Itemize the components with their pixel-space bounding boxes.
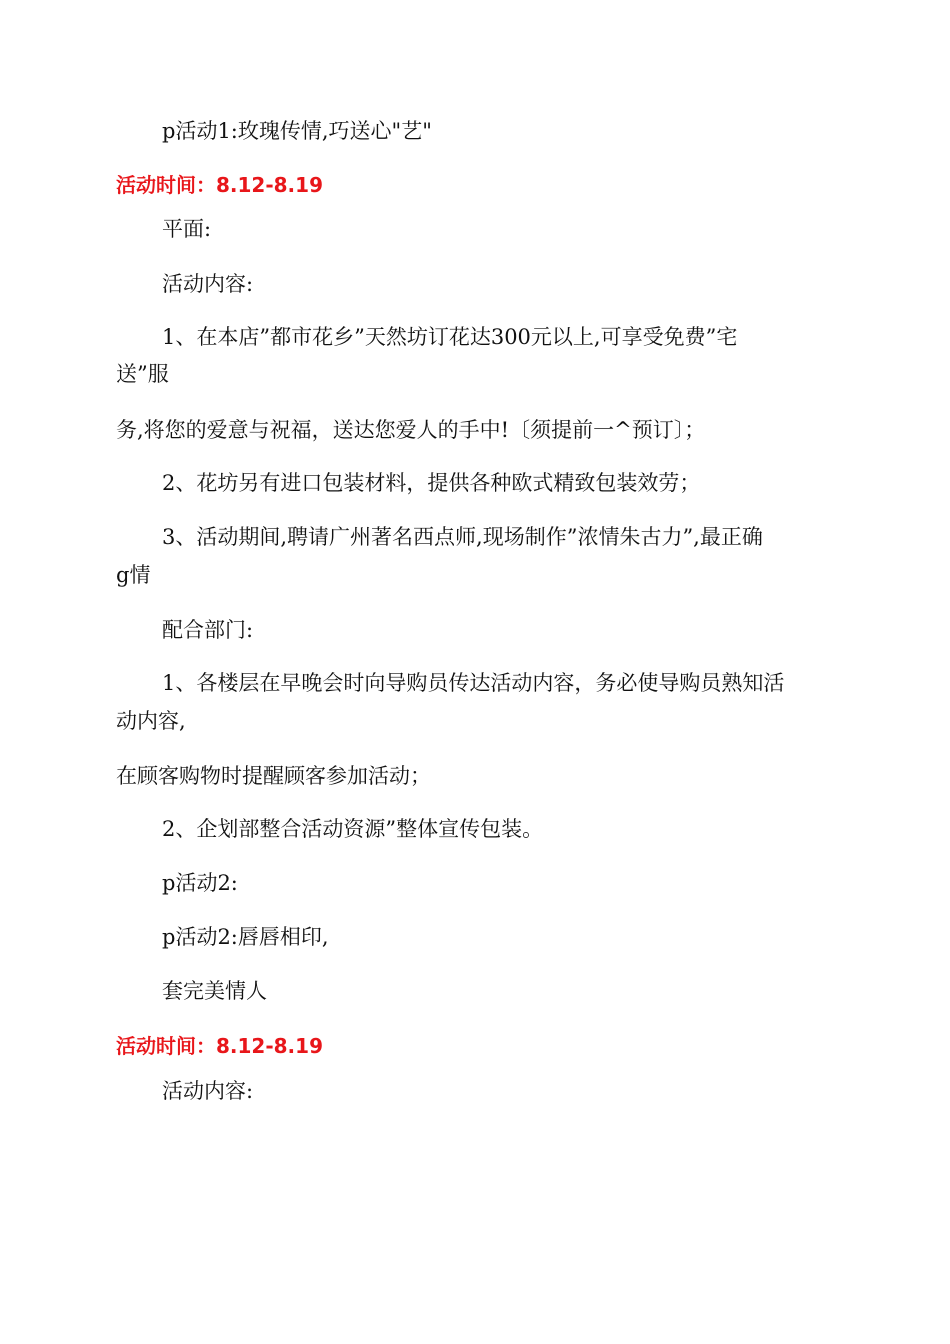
department-item-1: 1、各楼层在早晚会时向导购员传达活动内容，务必使导购员熟知活 bbox=[162, 671, 785, 695]
department-item-1-continued: 动内容, bbox=[116, 709, 186, 733]
department-item-2: 2、企划部整合活动资源”整体宣传包装。 bbox=[162, 817, 544, 841]
cooperating-departments-label: 配合部门: bbox=[162, 618, 254, 642]
department-item-1-wrap: 在顾客购物时提醒顾客参加活动； bbox=[116, 764, 431, 788]
content-item-3: 3、活动期间,聘请广州著名西点师,现场制作”浓情朱古力”,最正确 bbox=[162, 525, 763, 549]
activity-2-label: p活动2: bbox=[162, 871, 238, 895]
content-item-3-continued: g情 bbox=[116, 563, 151, 587]
activity-1-time-heading: 活动时间：8.12-8.19 bbox=[116, 173, 323, 197]
content-item-1-continued: 送”服 bbox=[116, 362, 169, 386]
activity-2-title: p活动2:唇唇相印, bbox=[162, 925, 329, 949]
content-item-2: 2、花坊另有进口包装材料，提供各种欧式精致包装效劳； bbox=[162, 471, 701, 495]
activity-content-label: 活动内容: bbox=[162, 272, 254, 296]
activity-1-title: p活动1:玫瑰传情,巧送心"艺" bbox=[162, 119, 432, 143]
plane-label: 平面: bbox=[162, 217, 212, 241]
activity-2-subtitle: 套完美情人 bbox=[162, 979, 267, 1003]
content-item-1: 1、在本店”都市花乡”天然坊订花达300元以上,可享受免费”宅 bbox=[162, 325, 738, 349]
activity-2-time-heading: 活动时间：8.12-8.19 bbox=[116, 1034, 323, 1058]
content-item-1-wrap: 务,将您的爱意与祝福，送达您爱人的手中!〔须提前一^预订〕； bbox=[116, 418, 706, 442]
activity-2-content-label: 活动内容: bbox=[162, 1079, 254, 1103]
